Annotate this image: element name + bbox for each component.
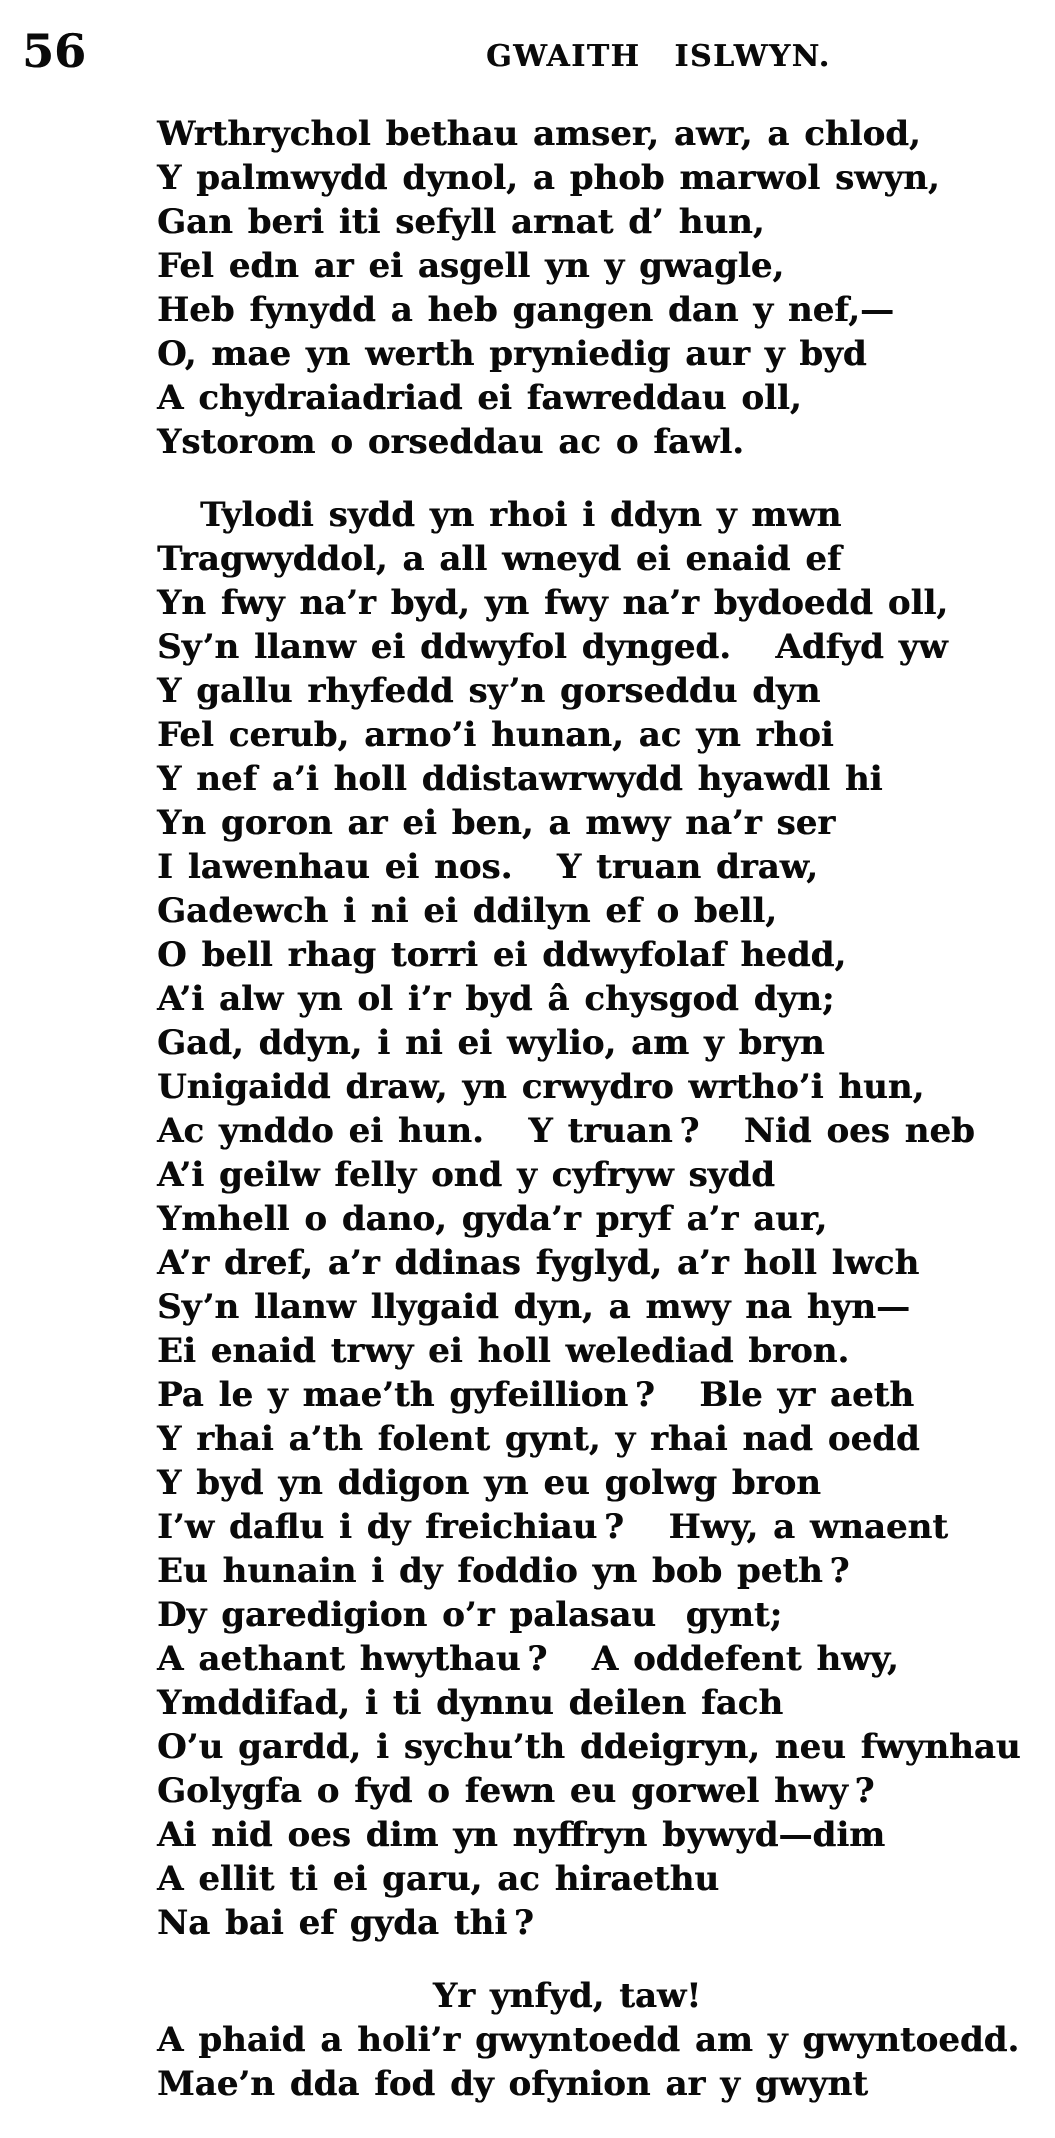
poem-line: Heb fynydd a heb gangen dan y nef,— — [157, 290, 894, 330]
poem-line: Wrthrychol bethau amser, awr, a chlod, — [157, 114, 921, 154]
poem-line: Tylodi sydd yn rhoi i ddyn y mwn — [200, 495, 842, 535]
page-number: 56 — [22, 24, 87, 78]
poem-line: Golygfa o fyd o fewn eu gorwel hwy ? — [157, 1771, 875, 1811]
poem-line: A ellit ti ei garu, ac hiraethu — [157, 1859, 720, 1899]
poem-line: A’r dref, a’r ddinas fyglyd, a’r holl lwch — [157, 1243, 920, 1283]
poem-line: Yn fwy na’r byd, yn fwy na’r bydoedd oll, — [157, 583, 949, 623]
poem-line: Tragwyddol, a all wneyd ei enaid ef — [157, 539, 842, 579]
poem-line: Sy’n llanw llygaid dyn, a mwy na hyn— — [157, 1287, 910, 1327]
poem-line: Unigaidd draw, yn crwydro wrtho’i hun, — [157, 1067, 925, 1107]
poem-line: Y byd yn ddigon yn eu golwg bron — [157, 1463, 821, 1503]
poem-line: Gadewch i ni ei ddilyn ef o bell, — [157, 891, 777, 931]
stanza-1 — [157, 112, 977, 464]
poem-line: Na bai ef gyda thi ? — [157, 1903, 534, 1943]
poem-line: O, mae yn werth pryniedig aur y byd — [157, 334, 867, 374]
poem-line: I lawenhau ei nos. Y truan draw, — [157, 847, 818, 887]
poem-line: Gan beri iti sefyll arnat d’ hun, — [157, 202, 765, 242]
poem-line: Yr ynfyd, taw! — [432, 1976, 702, 2016]
poem-line: A’i geilw felly ond y cyfryw sydd — [157, 1155, 775, 1195]
poem-line: Ymhell o dano, gyda’r pryf a’r aur, — [157, 1199, 828, 1239]
poem-line: Fel cerub, arno’i hunan, ac yn rhoi — [157, 715, 834, 755]
poem-line: Pa le y mae’th gyfeillion ? Ble yr aeth — [157, 1375, 915, 1415]
poem-line: Gad, ddyn, i ni ei wylio, am y bryn — [157, 1023, 825, 1063]
poem-line: Ai nid oes dim yn nyffryn bywyd—dim — [157, 1815, 886, 1855]
poem-line: A phaid a holi’r gwyntoedd am y gwyntoedd. — [157, 2020, 1020, 2060]
poem-line: A chydraiadriad ei fawreddau oll, — [157, 378, 802, 418]
poem-line: Dy garedigion o’r palasau gynt; — [157, 1595, 783, 1635]
poem-line: Ystorom o orseddau ac o fawl. — [157, 422, 744, 462]
poem-line: Ac ynddo ei hun. Y truan ? Nid oes neb — [157, 1111, 975, 1151]
poem-line: Fel edn ar ei asgell yn y gwagle, — [157, 246, 785, 286]
poem-line: Eu hunain i dy foddio yn bob peth ? — [157, 1551, 850, 1591]
poem-line: Y rhai a’th folent gynt, y rhai nad oedd — [157, 1419, 920, 1459]
poem-line: Y palmwydd dynol, a phob marwol swyn, — [157, 158, 940, 198]
poem-line: O’u gardd, i sychu’th ddeigryn, neu fwynhau — [157, 1727, 1021, 1767]
poem-line: Y nef a’i holl ddistawrwydd hyawdl hi — [157, 759, 883, 799]
stanza-3 — [157, 1974, 1020, 2106]
poem-line: O bell rhag torri ei ddwyfolaf hedd, — [157, 935, 847, 975]
poem-text — [157, 112, 1021, 2106]
poem-line: Ymddifad, i ti dynnu deilen fach — [157, 1683, 784, 1723]
poem-line: Sy’n llanw ei ddwyfol dynged. Adfyd yw — [157, 627, 948, 667]
poem-line: A aethant hwythau ? A oddefent hwy, — [157, 1639, 899, 1679]
running-title: GWAITH ISLWYN. — [486, 39, 831, 74]
stanza-2 — [157, 493, 1021, 1945]
poem-line: Mae’n dda fod dy ofynion ar y gwynt — [157, 2064, 868, 2104]
poem-line: Yn goron ar ei ben, a mwy na’r ser — [157, 803, 836, 843]
poem-line: I’w daflu i dy freichiau ? Hwy, a wnaent — [157, 1507, 948, 1547]
poem-line: Y gallu rhyfedd sy’n gorseddu dyn — [157, 671, 821, 711]
poem-line: A’i alw yn ol i’r byd â chysgod dyn; — [157, 979, 835, 1019]
poem-line: Ei enaid trwy ei holl welediad bron. — [157, 1331, 850, 1371]
